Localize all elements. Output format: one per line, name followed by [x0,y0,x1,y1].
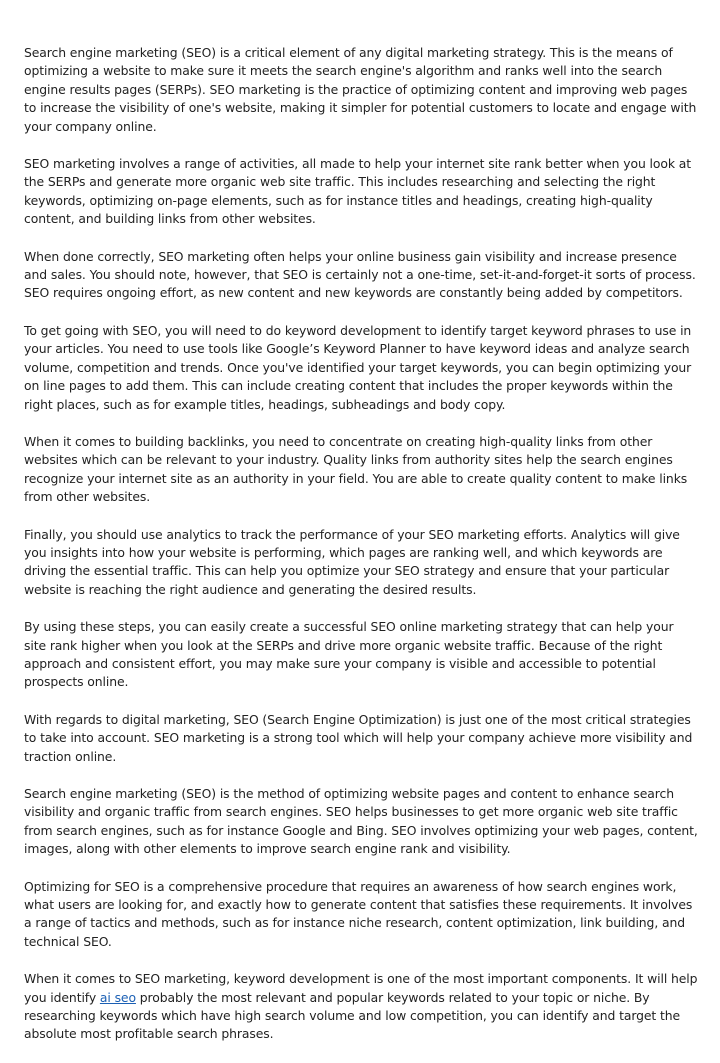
paragraph-11-text-before-link: When it comes to SEO marketing, keyword development is one of the most important components. It will help you identify [24,971,698,1005]
paragraph-4: To get going with SEO, you will need to do keyword development to identify target keyword phrases to use in your articles. You need to use tools like Google’s Keyword Planner to have keyword ideas and analyze search volume, competition and trends. Once you've identified your target keywords, you can begin optimizing your on line pages to add them. This can include creating content that includes the proper keywords within the right places, such as for example titles, headings, subheadings and body copy. [24,322,692,412]
paragraph-9: Search engine marketing (SEO) is the method of optimizing website pages and content to enhance search visibility and organic traffic from search engines. SEO helps businesses to get more organic web site traffic from search engines, such as for instance Google and Bing. SEO involves optimizing your web pages, content, images, along with other elements to improve search engine rank and visibility. [24,786,698,857]
article-body [24,44,698,1063]
paragraph-11-text-after-link: probably the most relevant and popular keywords related to your topic or niche. By researching keywords which have high search volume and low competition, you can identify and target the absolute most profitable search phrases. [24,989,681,1042]
ai-seo-link[interactable]: ai seo [99,989,136,1005]
paragraph-3: When done correctly, SEO marketing often helps your online business gain visibility and increase presence and sales. You should note, however, that SEO is certainly not a one-time, set-it-and-forget-it sorts of process. SEO requires ongoing effort, as new content and new keywords are constantly being added by competitors. [24,248,696,301]
paragraph-6: Finally, you should use analytics to track the performance of your SEO marketing efforts. Analytics will give you insights into how your website is performing, which pages are ranking well, and which keywords are driving the essential traffic. This can help you optimize your SEO strategy and ensure that your particular website is reaching the right audience and generating the desired results. [24,526,680,597]
paragraph-8: With regards to digital marketing, SEO (Search Engine Optimization) is just one of the most critical strategies to take into account. SEO marketing is a strong tool which will help your company achieve more visibility and traction online. [24,711,693,764]
paragraph-7: By using these steps, you can easily create a successful SEO online marketing strategy that can help your site rank higher when you look at the SERPs and drive more organic website traffic. Because of the right approach and consistent effort, you may make sure your company is visible and accessible to potential prospects online. [24,619,674,690]
paragraph-5: When it comes to building backlinks, you need to concentrate on creating high-quality links from other websites which can be relevant to your industry. Quality links from authority sites help the search engines recognize your internet site as an authority in your field. You are able to create quality content to make links from other websites. [24,433,688,505]
paragraph-10: Optimizing for SEO is a comprehensive procedure that requires an awareness of how search engines work, what users are looking for, and exactly how to generate content that satisfies these requirements. It involves a range of tactics and methods, such as for instance niche research, content optimization, link building, and technical SEO. [24,878,693,949]
paragraph-11 [24,970,698,1044]
paragraph-2: SEO marketing involves a range of activities, all made to help your internet site rank better when you look at the SERPs and generate more organic web site traffic. This includes researching and selecting the right keywords, optimizing on-page elements, such as for instance titles and headings, creating high-quality content, and building links from other websites. [24,156,692,227]
paragraph-1: Search engine marketing (SEO) is a critical element of any digital marketing strategy. This is the means of optimizing a website to make sure it meets the search engine's algorithm and ranks well into the search engine results pages (SERPs). SEO marketing is the practice of optimizing content and improving web pages to increase the visibility of one's website, making it simpler for potential customers to locate and engage with your company online. [24,45,697,134]
